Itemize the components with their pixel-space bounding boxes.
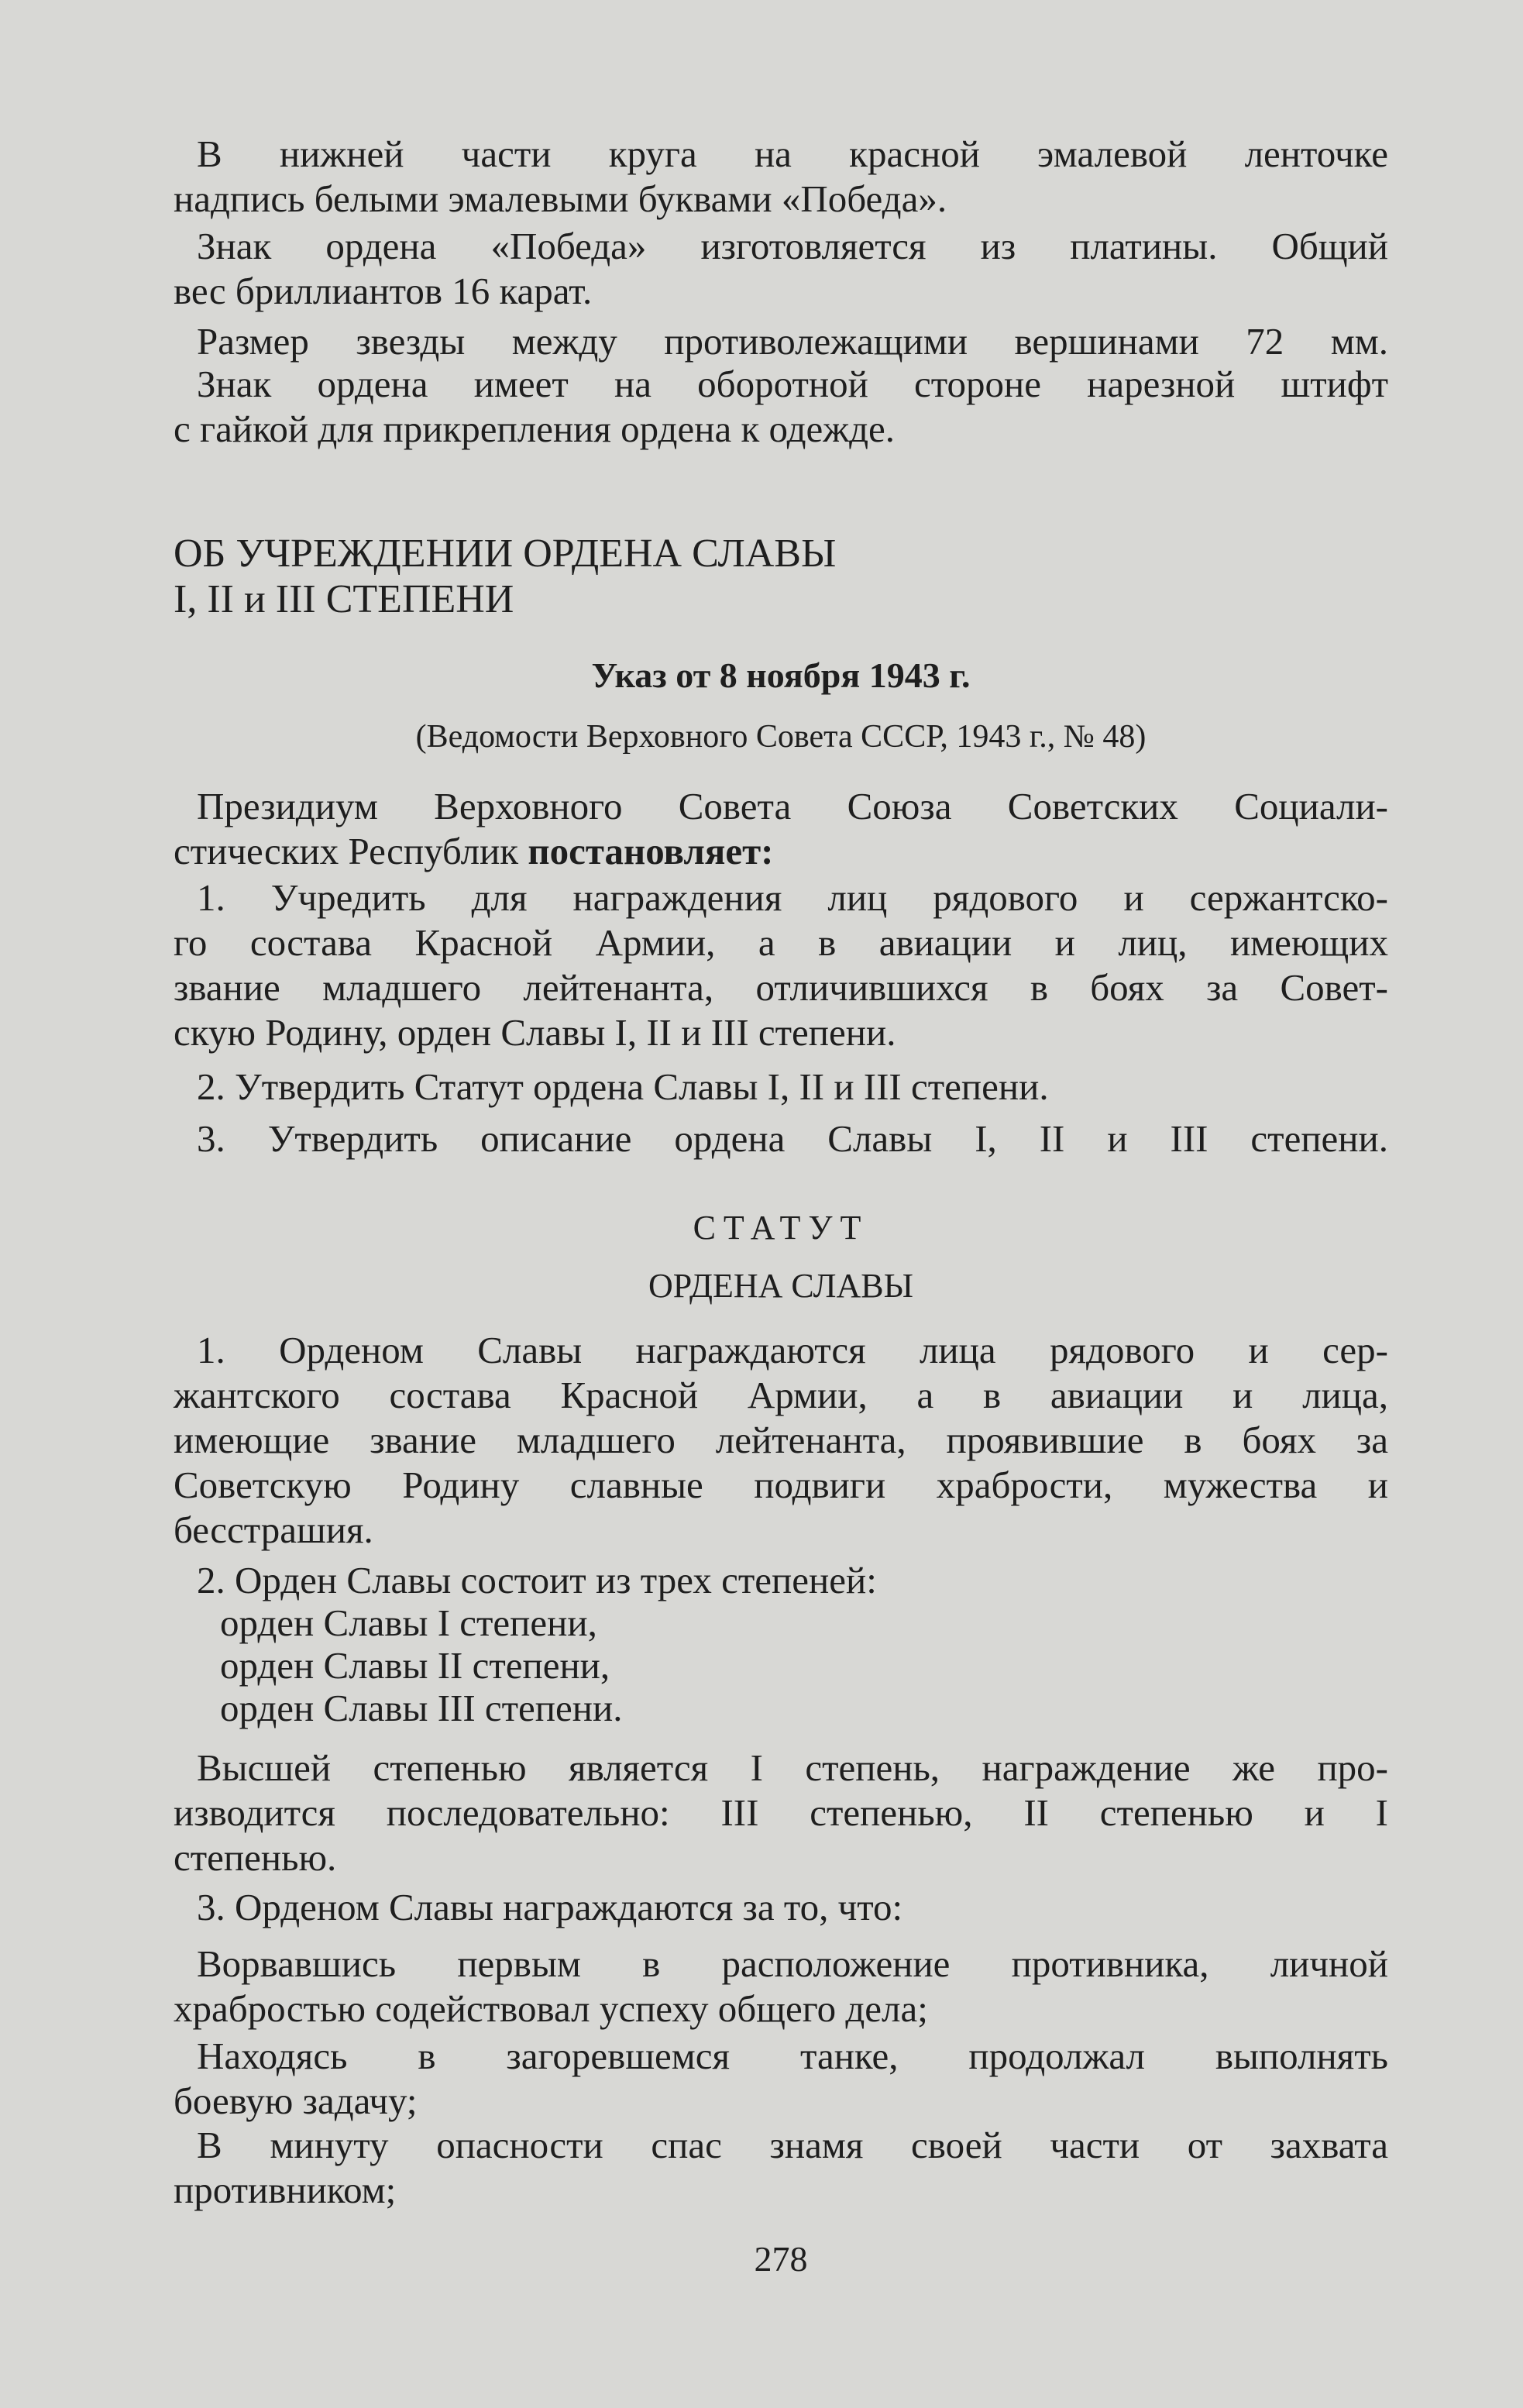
statute-heading: СТАТУТ bbox=[693, 1209, 869, 1247]
text-line: Ворвавшись первым в расположение противника, личной bbox=[197, 1942, 1388, 1985]
text-line: храбростью содействовал успеху общего дела; bbox=[174, 1987, 928, 2030]
text-line: Советскую Родину славные подвиги храбрости, мужества и bbox=[174, 1464, 1388, 1506]
statute-article-2 bbox=[174, 1558, 1388, 1603]
statute-article-1 bbox=[174, 1328, 1388, 1553]
text-line: Президиум Верховного Совета Союза Советских Социали- bbox=[197, 785, 1388, 827]
resolves-word: постановляет: bbox=[528, 830, 774, 872]
decree-preamble bbox=[174, 784, 1388, 874]
decree-item-1 bbox=[174, 875, 1388, 1055]
degree-item: орден Славы III степени. bbox=[220, 1687, 623, 1729]
statute-criterion bbox=[174, 1942, 1388, 2031]
decree-item-3 bbox=[174, 1116, 1388, 1161]
text-line: Знак ордена «Победа» изготовляется из платины. Общий bbox=[197, 225, 1388, 267]
text-line: скую Родину, орден Славы I, II и III степени. bbox=[174, 1011, 896, 1054]
decree-source: (Ведомости Верховного Совета СССР, 1943 г., № 48) bbox=[415, 719, 1147, 755]
degree-list bbox=[220, 1601, 1305, 1729]
text-line: звание младшего лейтенанта, отличившихся в боях за Совет- bbox=[174, 966, 1388, 1009]
text-line: 2. Утвердить Статут ордена Славы I, II и III степени. bbox=[197, 1065, 1049, 1108]
text-line: 3. Орденом Славы награждаются за то, что: bbox=[197, 1886, 903, 1928]
decree-title bbox=[174, 531, 1388, 622]
page-number: 278 bbox=[754, 2239, 808, 2279]
text-line: имеющие звание младшего лейтенанта, проявившие в боях за bbox=[174, 1419, 1388, 1461]
paragraph-ribbon-inscription bbox=[174, 132, 1388, 222]
text-line: В нижней части круга на красной эмалевой ленточке bbox=[197, 132, 1388, 175]
degree-item: орден Славы II степени, bbox=[220, 1644, 610, 1687]
decree-title-line: ОБ УЧРЕЖДЕНИИ ОРДЕНА СЛАВЫ bbox=[174, 531, 837, 576]
text-line: Размер звезды между противолежащими вершинами 72 мм. bbox=[197, 320, 1388, 363]
text-line: противником; bbox=[174, 2169, 397, 2211]
paragraph-star-size bbox=[174, 319, 1388, 364]
text-line: надпись белыми эмалевыми буквами «Победа». bbox=[174, 177, 947, 220]
statute-article-3 bbox=[174, 1885, 1388, 1930]
text-line: стических Республик bbox=[174, 830, 528, 872]
text-line: 1. Учредить для награждения лиц рядового и сержантско- bbox=[197, 876, 1388, 919]
text-line: го состава Красной Армии, а в авиации и лиц, имеющих bbox=[174, 921, 1388, 964]
text-line: Высшей степенью является I степень, награждение же про- bbox=[197, 1746, 1388, 1789]
paragraph-fastening bbox=[174, 362, 1388, 452]
text-line: Находясь в загоревшемся танке, продолжал выполнять bbox=[197, 2035, 1388, 2077]
text-line: Знак ордена имеет на оборотной стороне нарезной штифт bbox=[197, 363, 1388, 405]
decree-date: Указ от 8 ноября 1943 г. bbox=[591, 655, 971, 695]
text-line: степенью. bbox=[174, 1836, 337, 1879]
decree-title-line: I, II и III СТЕПЕНИ bbox=[174, 577, 514, 621]
text-line: с гайкой для прикрепления ордена к одежде. bbox=[174, 408, 896, 450]
decree-item-2 bbox=[174, 1065, 1388, 1109]
statute-criterion bbox=[174, 2123, 1388, 2213]
text-line: 1. Орденом Славы награждаются лица рядового и сер- bbox=[197, 1329, 1388, 1371]
statute-subheading: ОРДЕНА СЛАВЫ bbox=[648, 1267, 913, 1305]
text-line: жантского состава Красной Армии, а в авиации и лица, bbox=[174, 1374, 1388, 1416]
statute-criterion bbox=[174, 2034, 1388, 2124]
text-line: 2. Орден Славы состоит из трех степеней: bbox=[197, 1559, 877, 1601]
text-line: В минуту опасности спас знамя своей части от захвата bbox=[197, 2124, 1388, 2166]
degree-item: орден Славы I степени, bbox=[220, 1601, 597, 1644]
text-line: бесстрашия. bbox=[174, 1508, 373, 1551]
text-line: вес бриллиантов 16 карат. bbox=[174, 270, 593, 312]
text-line: 3. Утвердить описание ордена Славы I, II и III степени. bbox=[197, 1117, 1388, 1160]
text-line: изводится последовательно: III степенью, II степенью и I bbox=[174, 1791, 1388, 1834]
paragraph-material bbox=[174, 224, 1388, 314]
statute-highest-degree bbox=[174, 1746, 1388, 1880]
text-line: боевую задачу; bbox=[174, 2079, 418, 2122]
